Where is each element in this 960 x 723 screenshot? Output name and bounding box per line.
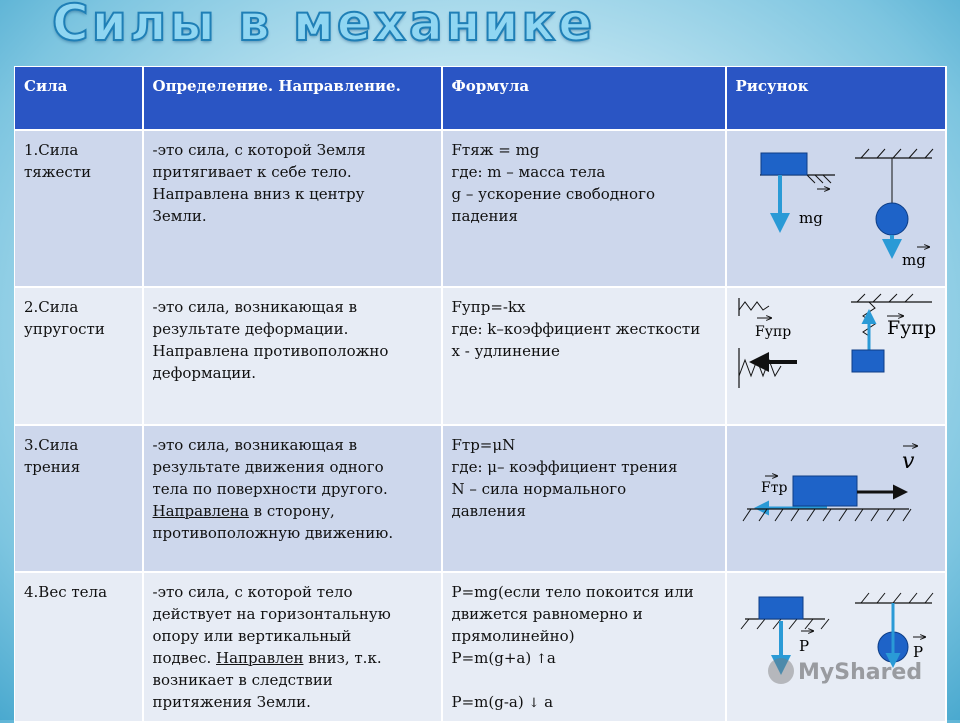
table-row-weight [15, 572, 946, 722]
table-header-row [15, 67, 946, 131]
header-picture: Рисунок [726, 67, 946, 131]
label-p-1: P [798, 637, 809, 655]
picture-cell-gravity [726, 130, 946, 287]
label-mg-2: mg [901, 251, 926, 269]
table-row-friction [15, 425, 946, 572]
hanging-block [852, 350, 884, 372]
definition-cell: -это сила, возникающая в результате движения одного тела по поверхности другого. Направлена в сторону, противоположную движению. [143, 425, 442, 572]
watermark-logo-icon [768, 658, 794, 684]
accel-up-icon: ↑ [535, 652, 547, 667]
block-on-support [761, 153, 807, 175]
label-fupr-1: Fупр [754, 324, 791, 340]
formula-cell: Fупр=-kx где: k–коэффициент жесткости x - удлинение [442, 287, 726, 425]
block-on-support [759, 597, 803, 619]
formula-cell: Fтяж = mg где: m – масса тела g – ускорение свободного падения [442, 130, 726, 287]
picture-cell-elasticity [726, 287, 946, 425]
label-velocity: v [901, 449, 914, 474]
header-formula: Формула [442, 67, 726, 131]
accel-down-icon: ↓ [528, 696, 540, 711]
force-name-cell: 4.Вес тела [15, 572, 143, 722]
label-mg-1: mg [798, 209, 823, 227]
formula-cell: P=mg(если тело покоится или движется равномерно и прямолинейно) P=m(g+a) ↑a P=m(g-a) ↓ a [442, 572, 726, 722]
slide-title: Силы в механике [52, 0, 596, 52]
label-fupr-2: Fупр [886, 317, 936, 339]
sliding-block [793, 476, 857, 506]
force-name-cell: 1.Сила тяжести [15, 130, 143, 287]
definition-cell: -это сила, с которой тело действует на горизонтальную опору или вертикальный подвес. Направлен вниз, т.к. возникает в следствии притяжения Земли. [143, 572, 442, 722]
formula-cell: Fтр=μN где: μ– коэффициент трения N – сила нормального давления [442, 425, 726, 572]
definition-cell: -это сила, с которой Земля притягивает к себе тело. Направлена вниз к центру Земли. [143, 130, 442, 287]
definition-cell: -это сила, возникающая в результате деформации. Направлена противоположно деформации. [143, 287, 442, 425]
elasticity-diagram [727, 288, 947, 418]
friction-diagram [727, 426, 947, 566]
force-name-cell: 3.Сила трения [15, 425, 143, 572]
label-ftr: Fтр [760, 480, 787, 496]
table-row-gravity [15, 130, 946, 287]
hanging-ball [876, 203, 908, 235]
force-name-cell: 2.Сила упругости [15, 287, 143, 425]
picture-cell-friction [726, 425, 946, 572]
table-row-elasticity [15, 287, 946, 425]
watermark: MyShared [768, 658, 922, 685]
weight-diagram [727, 573, 947, 713]
header-definition: Определение. Направление. [143, 67, 442, 131]
gravity-diagram [727, 131, 947, 281]
label-p-2: P [912, 643, 923, 661]
picture-cell-weight [726, 572, 946, 722]
forces-table [14, 66, 947, 723]
header-force: Сила [15, 67, 143, 131]
